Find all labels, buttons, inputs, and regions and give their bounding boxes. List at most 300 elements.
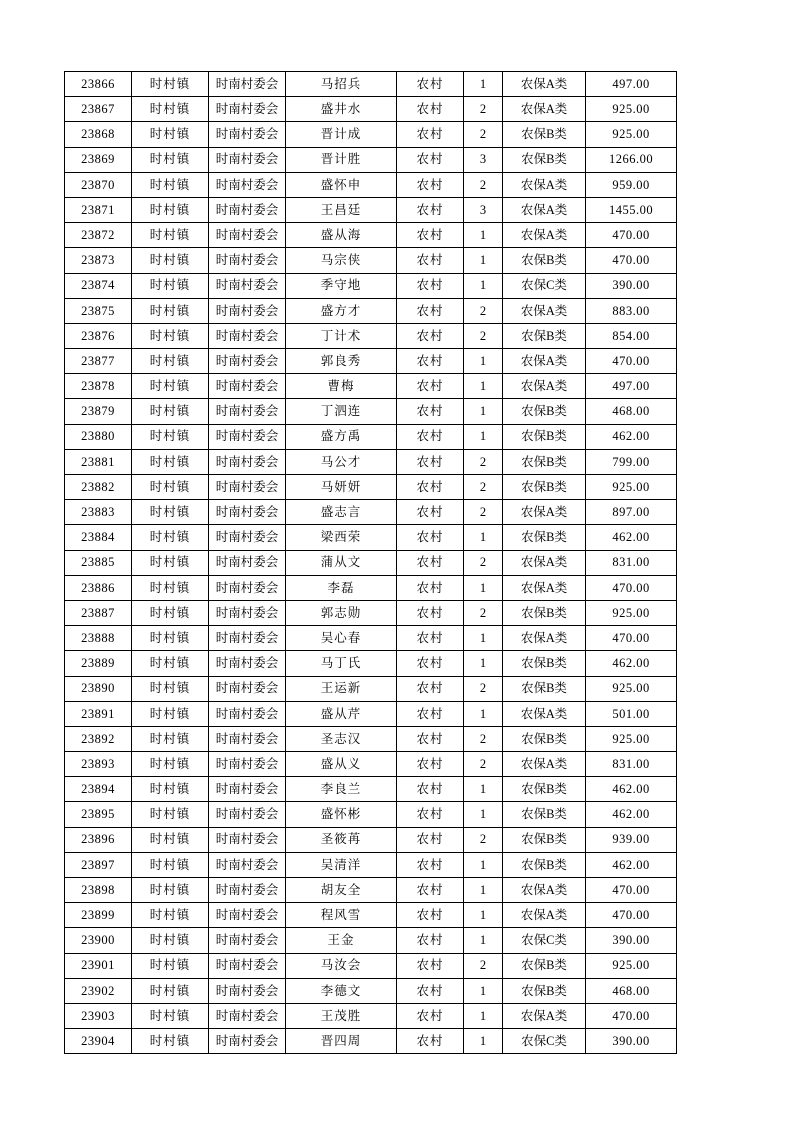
cell-category: 农保A类 xyxy=(503,701,586,726)
cell-count: 1 xyxy=(464,223,503,248)
cell-town: 时村镇 xyxy=(132,323,209,348)
cell-name: 盛从义 xyxy=(286,752,397,777)
cell-id: 23866 xyxy=(65,72,132,97)
cell-residence: 农村 xyxy=(397,575,464,600)
cell-amount: 799.00 xyxy=(586,449,677,474)
cell-id: 23884 xyxy=(65,525,132,550)
table-row xyxy=(65,802,677,827)
cell-category: 农保A类 xyxy=(503,197,586,222)
cell-category: 农保A类 xyxy=(503,575,586,600)
cell-amount: 925.00 xyxy=(586,676,677,701)
cell-category: 农保B类 xyxy=(503,248,586,273)
cell-residence: 农村 xyxy=(397,953,464,978)
cell-count: 1 xyxy=(464,248,503,273)
cell-id: 23901 xyxy=(65,953,132,978)
cell-category: 农保A类 xyxy=(503,172,586,197)
cell-name: 盛井水 xyxy=(286,97,397,122)
cell-residence: 农村 xyxy=(397,323,464,348)
cell-id: 23883 xyxy=(65,500,132,525)
cell-committee: 时南村委会 xyxy=(209,298,286,323)
cell-count: 2 xyxy=(464,752,503,777)
cell-id: 23895 xyxy=(65,802,132,827)
cell-amount: 854.00 xyxy=(586,323,677,348)
cell-category: 农保A类 xyxy=(503,374,586,399)
cell-id: 23875 xyxy=(65,298,132,323)
cell-name: 盛方才 xyxy=(286,298,397,323)
cell-id: 23877 xyxy=(65,349,132,374)
cell-town: 时村镇 xyxy=(132,726,209,751)
table-row xyxy=(65,298,677,323)
cell-amount: 470.00 xyxy=(586,626,677,651)
cell-committee: 时南村委会 xyxy=(209,777,286,802)
cell-count: 2 xyxy=(464,298,503,323)
cell-residence: 农村 xyxy=(397,651,464,676)
cell-town: 时村镇 xyxy=(132,550,209,575)
cell-name: 圣志汉 xyxy=(286,726,397,751)
cell-amount: 501.00 xyxy=(586,701,677,726)
cell-amount: 470.00 xyxy=(586,575,677,600)
table-row xyxy=(65,651,677,676)
cell-residence: 农村 xyxy=(397,248,464,273)
cell-name: 程风雪 xyxy=(286,903,397,928)
table-row xyxy=(65,600,677,625)
cell-name: 梁西荣 xyxy=(286,525,397,550)
cell-count: 1 xyxy=(464,424,503,449)
cell-town: 时村镇 xyxy=(132,1029,209,1054)
cell-committee: 时南村委会 xyxy=(209,349,286,374)
cell-amount: 468.00 xyxy=(586,399,677,424)
cell-residence: 农村 xyxy=(397,1003,464,1028)
cell-id: 23902 xyxy=(65,978,132,1003)
cell-residence: 农村 xyxy=(397,827,464,852)
cell-count: 1 xyxy=(464,626,503,651)
cell-category: 农保B类 xyxy=(503,953,586,978)
cell-category: 农保A类 xyxy=(503,298,586,323)
cell-town: 时村镇 xyxy=(132,298,209,323)
cell-count: 1 xyxy=(464,777,503,802)
cell-town: 时村镇 xyxy=(132,147,209,172)
cell-count: 1 xyxy=(464,878,503,903)
cell-name: 马丁氏 xyxy=(286,651,397,676)
cell-id: 23894 xyxy=(65,777,132,802)
cell-category: 农保A类 xyxy=(503,500,586,525)
cell-committee: 时南村委会 xyxy=(209,147,286,172)
cell-amount: 462.00 xyxy=(586,424,677,449)
cell-committee: 时南村委会 xyxy=(209,852,286,877)
cell-amount: 925.00 xyxy=(586,600,677,625)
cell-amount: 1455.00 xyxy=(586,197,677,222)
cell-residence: 农村 xyxy=(397,449,464,474)
cell-residence: 农村 xyxy=(397,147,464,172)
cell-name: 王茂胜 xyxy=(286,1003,397,1028)
cell-committee: 时南村委会 xyxy=(209,399,286,424)
cell-committee: 时南村委会 xyxy=(209,273,286,298)
cell-committee: 时南村委会 xyxy=(209,1003,286,1028)
cell-count: 1 xyxy=(464,273,503,298)
cell-category: 农保B类 xyxy=(503,323,586,348)
cell-town: 时村镇 xyxy=(132,197,209,222)
cell-residence: 农村 xyxy=(397,802,464,827)
cell-count: 2 xyxy=(464,726,503,751)
cell-amount: 470.00 xyxy=(586,223,677,248)
cell-count: 2 xyxy=(464,600,503,625)
cell-amount: 925.00 xyxy=(586,97,677,122)
cell-count: 3 xyxy=(464,197,503,222)
cell-category: 农保A类 xyxy=(503,752,586,777)
cell-name: 盛方禹 xyxy=(286,424,397,449)
cell-residence: 农村 xyxy=(397,525,464,550)
cell-id: 23888 xyxy=(65,626,132,651)
cell-name: 盛从芹 xyxy=(286,701,397,726)
cell-committee: 时南村委会 xyxy=(209,827,286,852)
table-row xyxy=(65,777,677,802)
cell-committee: 时南村委会 xyxy=(209,953,286,978)
cell-town: 时村镇 xyxy=(132,449,209,474)
cell-id: 23867 xyxy=(65,97,132,122)
cell-category: 农保C类 xyxy=(503,273,586,298)
cell-count: 2 xyxy=(464,449,503,474)
cell-town: 时村镇 xyxy=(132,1003,209,1028)
cell-name: 晋四周 xyxy=(286,1029,397,1054)
cell-category: 农保A类 xyxy=(503,878,586,903)
cell-amount: 1266.00 xyxy=(586,147,677,172)
cell-residence: 农村 xyxy=(397,903,464,928)
cell-category: 农保A类 xyxy=(503,72,586,97)
table-row xyxy=(65,550,677,575)
cell-id: 23873 xyxy=(65,248,132,273)
cell-residence: 农村 xyxy=(397,122,464,147)
cell-residence: 农村 xyxy=(397,273,464,298)
cell-count: 1 xyxy=(464,701,503,726)
cell-amount: 470.00 xyxy=(586,1003,677,1028)
cell-count: 1 xyxy=(464,651,503,676)
cell-town: 时村镇 xyxy=(132,273,209,298)
cell-town: 时村镇 xyxy=(132,500,209,525)
cell-town: 时村镇 xyxy=(132,802,209,827)
cell-category: 农保B类 xyxy=(503,802,586,827)
cell-count: 1 xyxy=(464,525,503,550)
cell-residence: 农村 xyxy=(397,349,464,374)
cell-name: 李磊 xyxy=(286,575,397,600)
cell-amount: 390.00 xyxy=(586,928,677,953)
cell-amount: 925.00 xyxy=(586,726,677,751)
cell-town: 时村镇 xyxy=(132,676,209,701)
cell-category: 农保C类 xyxy=(503,1029,586,1054)
cell-town: 时村镇 xyxy=(132,223,209,248)
cell-id: 23891 xyxy=(65,701,132,726)
table-row xyxy=(65,676,677,701)
cell-count: 1 xyxy=(464,374,503,399)
table-row xyxy=(65,626,677,651)
cell-amount: 470.00 xyxy=(586,878,677,903)
cell-committee: 时南村委会 xyxy=(209,651,286,676)
cell-town: 时村镇 xyxy=(132,953,209,978)
cell-town: 时村镇 xyxy=(132,349,209,374)
cell-amount: 468.00 xyxy=(586,978,677,1003)
table-row xyxy=(65,878,677,903)
cell-category: 农保B类 xyxy=(503,475,586,500)
cell-town: 时村镇 xyxy=(132,600,209,625)
cell-amount: 897.00 xyxy=(586,500,677,525)
cell-category: 农保A类 xyxy=(503,626,586,651)
cell-amount: 925.00 xyxy=(586,953,677,978)
cell-residence: 农村 xyxy=(397,424,464,449)
table-row xyxy=(65,122,677,147)
cell-count: 1 xyxy=(464,928,503,953)
cell-id: 23872 xyxy=(65,223,132,248)
cell-category: 农保A类 xyxy=(503,97,586,122)
cell-category: 农保B类 xyxy=(503,424,586,449)
table-row xyxy=(65,323,677,348)
table-row xyxy=(65,374,677,399)
cell-town: 时村镇 xyxy=(132,878,209,903)
cell-id: 23878 xyxy=(65,374,132,399)
cell-count: 1 xyxy=(464,802,503,827)
cell-name: 蒲从文 xyxy=(286,550,397,575)
cell-residence: 农村 xyxy=(397,97,464,122)
cell-amount: 462.00 xyxy=(586,651,677,676)
cell-town: 时村镇 xyxy=(132,978,209,1003)
cell-town: 时村镇 xyxy=(132,72,209,97)
cell-residence: 农村 xyxy=(397,701,464,726)
cell-count: 2 xyxy=(464,550,503,575)
cell-committee: 时南村委会 xyxy=(209,197,286,222)
cell-category: 农保B类 xyxy=(503,827,586,852)
cell-committee: 时南村委会 xyxy=(209,172,286,197)
cell-count: 2 xyxy=(464,323,503,348)
cell-committee: 时南村委会 xyxy=(209,248,286,273)
cell-name: 王金 xyxy=(286,928,397,953)
cell-category: 农保B类 xyxy=(503,449,586,474)
cell-amount: 925.00 xyxy=(586,122,677,147)
cell-count: 2 xyxy=(464,475,503,500)
cell-residence: 农村 xyxy=(397,978,464,1003)
cell-committee: 时南村委会 xyxy=(209,575,286,600)
cell-count: 2 xyxy=(464,122,503,147)
cell-committee: 时南村委会 xyxy=(209,525,286,550)
cell-residence: 农村 xyxy=(397,399,464,424)
cell-count: 3 xyxy=(464,147,503,172)
cell-count: 1 xyxy=(464,349,503,374)
cell-amount: 831.00 xyxy=(586,752,677,777)
cell-committee: 时南村委会 xyxy=(209,223,286,248)
cell-residence: 农村 xyxy=(397,374,464,399)
cell-town: 时村镇 xyxy=(132,525,209,550)
cell-category: 农保C类 xyxy=(503,928,586,953)
cell-committee: 时南村委会 xyxy=(209,424,286,449)
cell-town: 时村镇 xyxy=(132,852,209,877)
table-row xyxy=(65,726,677,751)
cell-town: 时村镇 xyxy=(132,575,209,600)
cell-name: 王昌廷 xyxy=(286,197,397,222)
cell-category: 农保B类 xyxy=(503,147,586,172)
cell-committee: 时南村委会 xyxy=(209,878,286,903)
table-row xyxy=(65,248,677,273)
cell-town: 时村镇 xyxy=(132,701,209,726)
cell-id: 23871 xyxy=(65,197,132,222)
cell-name: 胡友全 xyxy=(286,878,397,903)
cell-committee: 时南村委会 xyxy=(209,600,286,625)
table-row xyxy=(65,399,677,424)
table-row xyxy=(65,928,677,953)
cell-residence: 农村 xyxy=(397,777,464,802)
cell-count: 1 xyxy=(464,852,503,877)
cell-count: 1 xyxy=(464,1029,503,1054)
cell-residence: 农村 xyxy=(397,1029,464,1054)
cell-amount: 462.00 xyxy=(586,852,677,877)
cell-town: 时村镇 xyxy=(132,172,209,197)
cell-residence: 农村 xyxy=(397,223,464,248)
cell-amount: 883.00 xyxy=(586,298,677,323)
cell-name: 郭良秀 xyxy=(286,349,397,374)
cell-name: 盛志言 xyxy=(286,500,397,525)
cell-name: 吴清洋 xyxy=(286,852,397,877)
cell-category: 农保A类 xyxy=(503,349,586,374)
cell-category: 农保A类 xyxy=(503,1003,586,1028)
record-table-body xyxy=(65,72,677,1054)
cell-id: 23898 xyxy=(65,878,132,903)
cell-residence: 农村 xyxy=(397,298,464,323)
cell-count: 1 xyxy=(464,399,503,424)
cell-id: 23885 xyxy=(65,550,132,575)
cell-id: 23876 xyxy=(65,323,132,348)
table-row xyxy=(65,852,677,877)
cell-name: 盛怀申 xyxy=(286,172,397,197)
cell-town: 时村镇 xyxy=(132,827,209,852)
cell-count: 2 xyxy=(464,97,503,122)
cell-committee: 时南村委会 xyxy=(209,374,286,399)
table-row xyxy=(65,978,677,1003)
cell-category: 农保A类 xyxy=(503,223,586,248)
cell-town: 时村镇 xyxy=(132,928,209,953)
cell-category: 农保B类 xyxy=(503,852,586,877)
cell-count: 2 xyxy=(464,172,503,197)
cell-name: 曹梅 xyxy=(286,374,397,399)
cell-name: 郭志勋 xyxy=(286,600,397,625)
cell-amount: 925.00 xyxy=(586,475,677,500)
cell-id: 23897 xyxy=(65,852,132,877)
cell-category: 农保B类 xyxy=(503,777,586,802)
cell-id: 23881 xyxy=(65,449,132,474)
table-row xyxy=(65,525,677,550)
cell-committee: 时南村委会 xyxy=(209,626,286,651)
table-row xyxy=(65,449,677,474)
cell-amount: 497.00 xyxy=(586,374,677,399)
cell-committee: 时南村委会 xyxy=(209,550,286,575)
cell-count: 2 xyxy=(464,676,503,701)
table-row xyxy=(65,752,677,777)
cell-committee: 时南村委会 xyxy=(209,449,286,474)
cell-committee: 时南村委会 xyxy=(209,928,286,953)
cell-committee: 时南村委会 xyxy=(209,323,286,348)
cell-town: 时村镇 xyxy=(132,651,209,676)
cell-id: 23896 xyxy=(65,827,132,852)
cell-committee: 时南村委会 xyxy=(209,676,286,701)
table-row xyxy=(65,424,677,449)
cell-count: 1 xyxy=(464,1003,503,1028)
table-row xyxy=(65,349,677,374)
cell-id: 23869 xyxy=(65,147,132,172)
table-row xyxy=(65,197,677,222)
cell-name: 马妍妍 xyxy=(286,475,397,500)
cell-committee: 时南村委会 xyxy=(209,500,286,525)
table-row xyxy=(65,953,677,978)
cell-town: 时村镇 xyxy=(132,374,209,399)
table-row xyxy=(65,1003,677,1028)
cell-category: 农保B类 xyxy=(503,726,586,751)
table-row xyxy=(65,97,677,122)
cell-id: 23886 xyxy=(65,575,132,600)
cell-committee: 时南村委会 xyxy=(209,903,286,928)
table-row xyxy=(65,575,677,600)
cell-amount: 470.00 xyxy=(586,903,677,928)
cell-town: 时村镇 xyxy=(132,777,209,802)
cell-id: 23889 xyxy=(65,651,132,676)
cell-residence: 农村 xyxy=(397,72,464,97)
cell-id: 23890 xyxy=(65,676,132,701)
cell-count: 1 xyxy=(464,72,503,97)
cell-residence: 农村 xyxy=(397,600,464,625)
cell-amount: 462.00 xyxy=(586,777,677,802)
table-row xyxy=(65,273,677,298)
cell-name: 马汝会 xyxy=(286,953,397,978)
cell-town: 时村镇 xyxy=(132,122,209,147)
cell-town: 时村镇 xyxy=(132,248,209,273)
cell-count: 2 xyxy=(464,953,503,978)
cell-town: 时村镇 xyxy=(132,626,209,651)
cell-residence: 农村 xyxy=(397,928,464,953)
cell-count: 1 xyxy=(464,575,503,600)
cell-name: 季守地 xyxy=(286,273,397,298)
cell-category: 农保B类 xyxy=(503,122,586,147)
table-row xyxy=(65,223,677,248)
cell-id: 23903 xyxy=(65,1003,132,1028)
cell-category: 农保B类 xyxy=(503,651,586,676)
cell-name: 丁泗连 xyxy=(286,399,397,424)
cell-name: 王运新 xyxy=(286,676,397,701)
cell-residence: 农村 xyxy=(397,550,464,575)
cell-name: 马公才 xyxy=(286,449,397,474)
table-row xyxy=(65,903,677,928)
cell-residence: 农村 xyxy=(397,500,464,525)
cell-id: 23874 xyxy=(65,273,132,298)
cell-residence: 农村 xyxy=(397,752,464,777)
cell-id: 23882 xyxy=(65,475,132,500)
cell-category: 农保A类 xyxy=(503,903,586,928)
table-row xyxy=(65,701,677,726)
cell-town: 时村镇 xyxy=(132,752,209,777)
cell-name: 晋计胜 xyxy=(286,147,397,172)
cell-committee: 时南村委会 xyxy=(209,97,286,122)
cell-amount: 939.00 xyxy=(586,827,677,852)
cell-residence: 农村 xyxy=(397,878,464,903)
cell-name: 丁计术 xyxy=(286,323,397,348)
cell-committee: 时南村委会 xyxy=(209,752,286,777)
cell-amount: 831.00 xyxy=(586,550,677,575)
cell-name: 吴心春 xyxy=(286,626,397,651)
cell-committee: 时南村委会 xyxy=(209,802,286,827)
cell-committee: 时南村委会 xyxy=(209,701,286,726)
cell-amount: 959.00 xyxy=(586,172,677,197)
cell-residence: 农村 xyxy=(397,626,464,651)
cell-name: 马宗侠 xyxy=(286,248,397,273)
cell-name: 李德文 xyxy=(286,978,397,1003)
cell-id: 23887 xyxy=(65,600,132,625)
cell-category: 农保B类 xyxy=(503,978,586,1003)
cell-town: 时村镇 xyxy=(132,903,209,928)
cell-id: 23870 xyxy=(65,172,132,197)
cell-id: 23880 xyxy=(65,424,132,449)
